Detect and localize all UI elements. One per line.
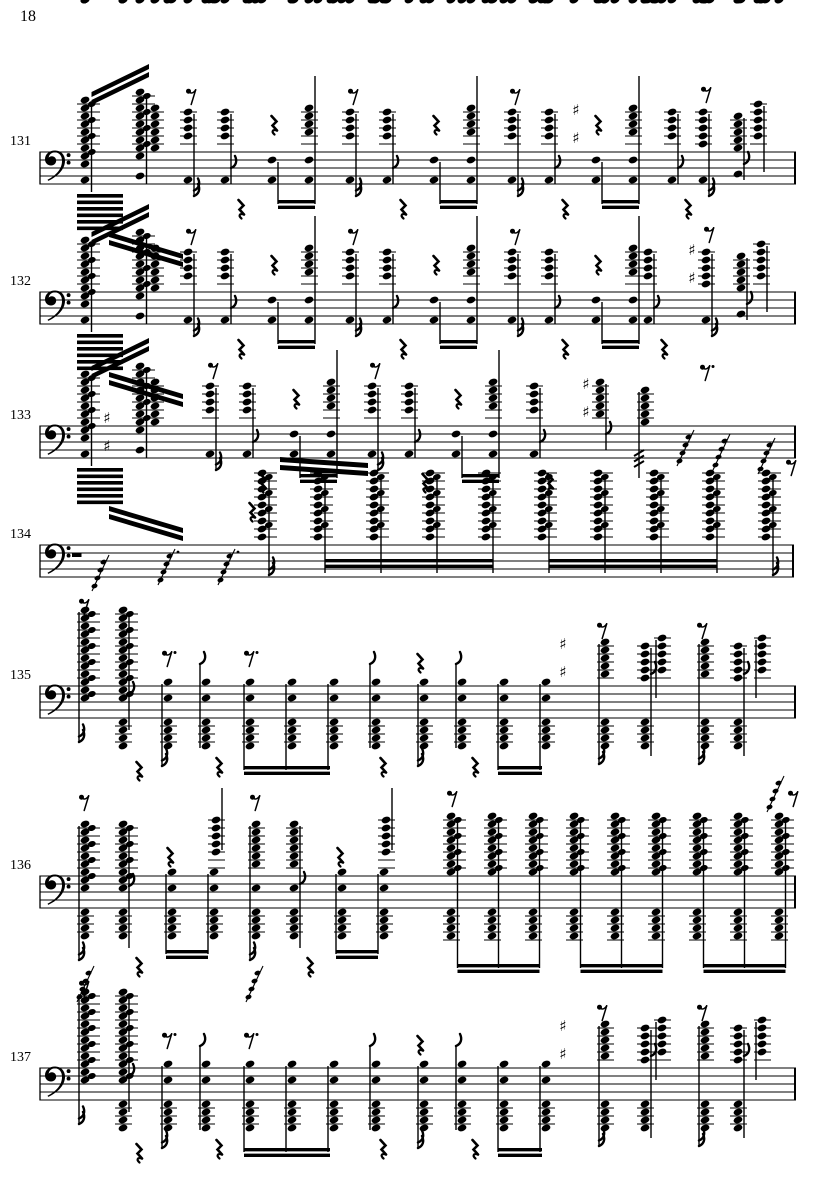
page-number: 18 xyxy=(20,8,36,25)
svg-text:♯: ♯ xyxy=(582,375,590,393)
svg-text:♯: ♯ xyxy=(559,663,567,681)
svg-text:♯: ♯ xyxy=(559,1045,567,1063)
svg-text:♯: ♯ xyxy=(559,635,567,653)
measure-number-132: 132 xyxy=(10,274,31,289)
system-132 xyxy=(40,0,795,407)
measure-number-133: 133 xyxy=(10,408,31,423)
svg-text:♯: ♯ xyxy=(688,241,696,259)
measure-number-135: 135 xyxy=(10,668,31,683)
system-134 xyxy=(40,0,796,591)
system-137 xyxy=(40,0,795,1163)
measure-number-134: 134 xyxy=(10,527,31,542)
svg-text:♯: ♯ xyxy=(582,403,590,421)
system-131 xyxy=(40,0,795,267)
measure-number-131: 131 xyxy=(10,134,31,149)
svg-text:♯: ♯ xyxy=(572,101,580,119)
svg-text:♯: ♯ xyxy=(559,1017,567,1035)
svg-text:♯: ♯ xyxy=(572,129,580,147)
measure-number-137: 137 xyxy=(10,1050,31,1065)
svg-text:♯: ♯ xyxy=(103,437,111,455)
measure-number-136: 136 xyxy=(10,858,31,873)
svg-text:♯: ♯ xyxy=(103,409,111,427)
svg-text:♯: ♯ xyxy=(688,269,696,287)
